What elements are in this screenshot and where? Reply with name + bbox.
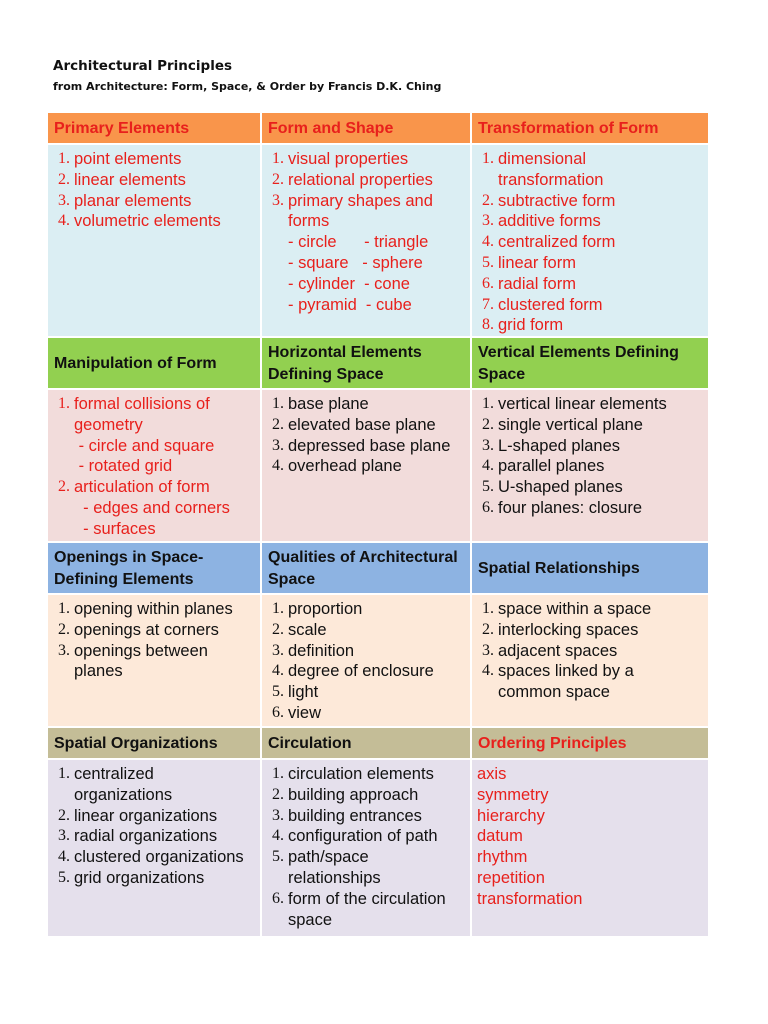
- list-item: [53, 599, 256, 620]
- list-item-number: [53, 498, 70, 519]
- list-item-text: primary shapes and: [288, 191, 433, 210]
- list-item-number: 2.: [58, 170, 70, 188]
- list-item: [267, 682, 466, 703]
- list-item-number: 3.: [482, 436, 494, 454]
- list-item: [477, 232, 704, 253]
- list-item-text: space within a space: [498, 600, 652, 618]
- list-item-number: 6.: [482, 498, 494, 516]
- list-item: [53, 477, 256, 498]
- list-item-text: vertical linear elements: [498, 395, 667, 413]
- list-item-text: - surfaces: [74, 519, 156, 538]
- list-item: [477, 599, 704, 620]
- list-item: [477, 785, 704, 806]
- list-item-text: space: [288, 910, 333, 929]
- header-circulation: Circulation: [262, 728, 472, 760]
- list-item: [477, 315, 704, 336]
- list-item-number: 4.: [272, 662, 284, 680]
- list-item: [267, 436, 466, 457]
- list-item-text: - cylinder - cone: [288, 274, 410, 293]
- list-item-number: 3.: [272, 641, 284, 659]
- list-item-number: 1.: [58, 395, 70, 412]
- list-item-text: transformation: [498, 170, 604, 189]
- list-item: [53, 519, 256, 540]
- list-item: [267, 868, 466, 889]
- list-item-text: adjacent spaces: [498, 641, 618, 660]
- list-item-text: light: [288, 683, 319, 702]
- list-item-text: visual properties: [288, 150, 409, 168]
- list-item: [477, 682, 704, 703]
- list-item: [477, 149, 704, 170]
- list-item-text: U-shaped planes: [498, 478, 623, 497]
- list-item-number: 3.: [58, 827, 70, 845]
- list-item-text: proportion: [288, 600, 363, 618]
- list-item: [267, 910, 466, 931]
- item-list: [53, 394, 256, 540]
- list-item-text: formal collisions of: [74, 395, 210, 413]
- list-item-number: 3.: [58, 191, 70, 209]
- list-item-text: relational properties: [288, 170, 433, 189]
- row-3-body: [48, 595, 708, 728]
- header-spatial-organizations: Spatial Organizations: [48, 728, 262, 760]
- list-item: [477, 295, 704, 316]
- list-item-number: [267, 253, 284, 274]
- item-list: [267, 149, 466, 315]
- list-item-number: 1.: [272, 150, 284, 167]
- list-spatial-relationships: [472, 595, 708, 728]
- list-item-text: degree of enclosure: [288, 662, 434, 681]
- list-item-number: 1.: [272, 395, 284, 412]
- list-item-number: 1.: [58, 765, 70, 782]
- item-list: [53, 764, 256, 889]
- list-item-number: 3.: [272, 806, 284, 824]
- list-item: [267, 170, 466, 191]
- header-qualities-of-space: Qualities of Architectural Space: [262, 543, 472, 595]
- row-2-body: [48, 390, 708, 543]
- list-item-number: 6.: [272, 703, 284, 721]
- list-openings: [48, 595, 262, 728]
- list-item-number: 4.: [58, 848, 70, 866]
- list-item-text: form of the circulation: [288, 889, 446, 908]
- list-item-number: 4.: [482, 662, 494, 680]
- list-item: [267, 253, 466, 274]
- list-item-number: 8.: [482, 316, 494, 334]
- row-4-header: [48, 728, 708, 760]
- header-ordering-principles: Ordering Principles: [472, 728, 708, 760]
- list-item-text: point elements: [74, 150, 182, 168]
- list-item-text: - edges and corners: [74, 498, 230, 517]
- list-item-text: linear elements: [74, 170, 186, 189]
- item-list: [477, 394, 704, 519]
- list-item-number: [53, 415, 70, 436]
- list-item: [477, 253, 704, 274]
- list-item-text: linear organizations: [74, 806, 218, 825]
- list-item-text: organizations: [74, 785, 173, 804]
- list-item-text: - rotated grid: [74, 457, 173, 476]
- item-list: [477, 599, 704, 703]
- list-item-number: 5.: [58, 868, 70, 886]
- list-item-text: overhead plane: [288, 457, 402, 476]
- list-item: [477, 847, 704, 868]
- list-item-text: scale: [288, 620, 327, 639]
- list-item: [477, 620, 704, 641]
- list-circulation: [262, 760, 472, 938]
- list-item: [267, 806, 466, 827]
- list-primary-elements: [48, 145, 262, 338]
- list-item-number: [267, 295, 284, 316]
- list-item-number: [53, 661, 70, 682]
- header-primary-elements: Primary Elements: [48, 113, 262, 145]
- list-item-number: 4.: [58, 212, 70, 230]
- list-item-number: [267, 274, 284, 295]
- list-item-text: datum: [477, 827, 523, 846]
- row-4-body: [48, 760, 708, 938]
- list-item-number: 2.: [272, 170, 284, 188]
- list-item-number: 3.: [272, 436, 284, 454]
- list-item: [477, 498, 704, 519]
- item-list: [477, 764, 704, 910]
- list-item: [267, 599, 466, 620]
- list-item-text: centralized form: [498, 233, 616, 252]
- list-horizontal-elements: [262, 390, 472, 543]
- header-manipulation-of-form: Manipulation of Form: [48, 338, 262, 390]
- list-item-text: planar elements: [74, 191, 192, 210]
- list-item: [53, 847, 256, 868]
- list-item-number: 1.: [272, 765, 284, 782]
- list-item: [53, 785, 256, 806]
- list-item-number: [477, 170, 494, 191]
- header-horizontal-elements: Horizontal Elements Defining Space: [262, 338, 472, 390]
- list-item-text: radial form: [498, 274, 576, 293]
- list-item-number: [267, 910, 284, 931]
- list-item-text: spaces linked by a: [498, 662, 634, 681]
- list-item: [267, 274, 466, 295]
- list-item-number: [477, 682, 494, 703]
- list-item-text: geometry: [74, 415, 143, 434]
- item-list: [477, 149, 704, 336]
- list-item-text: interlocking spaces: [498, 620, 639, 639]
- list-item-number: [53, 456, 70, 477]
- list-item: [53, 806, 256, 827]
- list-item-text: axis: [477, 765, 507, 783]
- list-item-text: base plane: [288, 395, 369, 413]
- list-item-number: [267, 232, 284, 253]
- list-item-text: openings between: [74, 641, 208, 660]
- list-item: [477, 826, 704, 847]
- row-1-body: [48, 145, 708, 338]
- list-item: [267, 415, 466, 436]
- list-item-number: 2.: [58, 620, 70, 638]
- list-item-text: grid form: [498, 316, 564, 335]
- list-item: [53, 149, 256, 170]
- list-item: [477, 641, 704, 662]
- document-title: Architectural Principles: [53, 58, 233, 74]
- list-item-number: 1.: [58, 600, 70, 617]
- list-item: [53, 436, 256, 457]
- list-item: [53, 498, 256, 519]
- list-item-number: 5.: [272, 848, 284, 866]
- list-item-text: configuration of path: [288, 827, 438, 846]
- item-list: [53, 599, 256, 682]
- list-item-number: 1.: [482, 600, 494, 617]
- list-item: [53, 211, 256, 232]
- list-item-number: 2.: [272, 620, 284, 638]
- row-3-header: [48, 543, 708, 595]
- list-item-number: 2.: [58, 478, 70, 496]
- list-item-number: 7.: [482, 295, 494, 313]
- item-list: [267, 394, 466, 477]
- list-item-number: 1.: [58, 150, 70, 167]
- list-item-text: subtractive form: [498, 191, 616, 210]
- list-item: [477, 456, 704, 477]
- list-item: [53, 191, 256, 212]
- list-item-text: single vertical plane: [498, 415, 643, 434]
- list-item: [267, 785, 466, 806]
- list-item: [267, 191, 466, 212]
- list-ordering-principles: [472, 760, 708, 938]
- item-list: [53, 149, 256, 232]
- list-item: [267, 661, 466, 682]
- list-item-number: 3.: [482, 212, 494, 230]
- header-openings: Openings in Space-Defining Elements: [48, 543, 262, 595]
- list-item: [267, 295, 466, 316]
- list-item-number: 1.: [482, 150, 494, 167]
- list-item-number: 5.: [482, 253, 494, 271]
- list-item-text: definition: [288, 641, 355, 660]
- list-item-text: centralized: [74, 765, 154, 783]
- list-item-text: repetition: [477, 868, 545, 887]
- row-2-header: [48, 338, 708, 390]
- list-form-and-shape: [262, 145, 472, 338]
- list-item: [53, 620, 256, 641]
- list-item-text: radial organizations: [74, 827, 218, 846]
- list-item-text: view: [288, 703, 322, 722]
- list-spatial-organizations: [48, 760, 262, 938]
- list-item: [267, 232, 466, 253]
- list-item-text: additive forms: [498, 212, 601, 231]
- list-item-number: 2.: [58, 806, 70, 824]
- list-item-text: linear form: [498, 253, 576, 272]
- list-item-text: - pyramid - cube: [288, 295, 412, 314]
- list-item: [477, 764, 704, 785]
- header-form-and-shape: Form and Shape: [262, 113, 472, 145]
- list-item-text: relationships: [288, 868, 381, 887]
- document-subtitle: from Architecture: Form, Space, & Order by Francis D.K. Ching: [53, 80, 442, 93]
- list-item: [53, 764, 256, 785]
- list-item-text: L-shaped planes: [498, 436, 621, 455]
- list-item-text: symmetry: [477, 785, 549, 804]
- list-item: [267, 703, 466, 724]
- list-item-text: rhythm: [477, 848, 528, 867]
- list-item-number: 4.: [482, 457, 494, 475]
- list-item: [477, 661, 704, 682]
- list-item: [267, 764, 466, 785]
- list-item-number: 4.: [272, 827, 284, 845]
- list-item: [53, 394, 256, 415]
- list-item-number: 6.: [482, 274, 494, 292]
- list-item: [477, 211, 704, 232]
- list-item-number: [53, 436, 70, 457]
- list-item: [53, 868, 256, 889]
- list-item-number: 5.: [272, 683, 284, 701]
- list-item-text: transformation: [477, 889, 583, 908]
- list-item: [267, 826, 466, 847]
- list-item: [267, 847, 466, 868]
- list-item: [267, 641, 466, 662]
- list-item: [477, 806, 704, 827]
- list-item-number: 1.: [272, 600, 284, 617]
- list-item: [53, 170, 256, 191]
- item-list: [267, 599, 466, 724]
- list-item: [267, 211, 466, 232]
- list-item: [267, 456, 466, 477]
- list-transformation-of-form: [472, 145, 708, 338]
- list-item-text: clustered form: [498, 295, 603, 314]
- list-item: [267, 149, 466, 170]
- list-item-text: depressed base plane: [288, 436, 451, 455]
- list-item-number: 1.: [482, 395, 494, 412]
- list-item-text: grid organizations: [74, 868, 205, 887]
- list-item-number: 4.: [272, 457, 284, 475]
- list-item-number: 2.: [482, 191, 494, 209]
- list-item-number: [53, 785, 70, 806]
- list-qualities-of-space: [262, 595, 472, 728]
- list-item-text: common space: [498, 683, 610, 702]
- list-item-text: - square - sphere: [288, 253, 423, 272]
- list-item: [477, 415, 704, 436]
- list-item: [53, 456, 256, 477]
- list-item-number: [53, 519, 70, 540]
- principles-table: [48, 113, 708, 938]
- list-item-number: [267, 211, 284, 232]
- list-item: [53, 641, 256, 662]
- row-1-header: [48, 113, 708, 145]
- list-item-number: 3.: [58, 641, 70, 659]
- list-item-text: elevated base plane: [288, 415, 436, 434]
- list-item-text: opening within planes: [74, 600, 233, 618]
- list-item-text: clustered organizations: [74, 848, 244, 867]
- list-item: [477, 889, 704, 910]
- list-item-number: 4.: [482, 233, 494, 251]
- list-item-number: 3.: [482, 641, 494, 659]
- list-item: [53, 826, 256, 847]
- list-item-number: 5.: [482, 478, 494, 496]
- list-item-text: articulation of form: [74, 478, 210, 497]
- list-item: [477, 477, 704, 498]
- list-vertical-elements: [472, 390, 708, 543]
- list-item-text: parallel planes: [498, 457, 605, 476]
- list-item-text: path/space: [288, 848, 369, 867]
- list-item: [477, 868, 704, 889]
- header-transformation-of-form: Transformation of Form: [472, 113, 708, 145]
- header-spatial-relationships: Spatial Relationships: [472, 543, 708, 595]
- list-item-text: - circle - triangle: [288, 233, 429, 252]
- list-item-number: 2.: [272, 415, 284, 433]
- list-item: [477, 436, 704, 457]
- list-item-number: 3.: [272, 191, 284, 209]
- list-item-number: [267, 868, 284, 889]
- list-item-number: 2.: [482, 620, 494, 638]
- list-item-text: - circle and square: [74, 436, 215, 455]
- list-item-text: building approach: [288, 785, 419, 804]
- list-item-text: four planes: closure: [498, 498, 642, 517]
- list-item-text: dimensional: [498, 150, 587, 168]
- list-item-text: forms: [288, 212, 330, 231]
- list-item: [267, 620, 466, 641]
- list-item: [477, 274, 704, 295]
- item-list: [267, 764, 466, 930]
- list-item: [53, 415, 256, 436]
- list-item-number: 6.: [272, 889, 284, 907]
- list-item-text: hierarchy: [477, 806, 545, 825]
- list-item-text: building entrances: [288, 806, 422, 825]
- list-item-text: volumetric elements: [74, 212, 221, 231]
- header-vertical-elements: Vertical Elements Defining Space: [472, 338, 708, 390]
- list-item: [53, 661, 256, 682]
- list-item: [477, 170, 704, 191]
- list-item: [477, 191, 704, 212]
- list-item-text: openings at corners: [74, 620, 219, 639]
- list-item: [477, 394, 704, 415]
- list-item: [267, 394, 466, 415]
- list-manipulation-of-form: [48, 390, 262, 543]
- list-item-number: 2.: [272, 785, 284, 803]
- list-item-text: planes: [74, 662, 123, 681]
- list-item-text: circulation elements: [288, 765, 434, 783]
- list-item-number: 2.: [482, 415, 494, 433]
- list-item: [267, 889, 466, 910]
